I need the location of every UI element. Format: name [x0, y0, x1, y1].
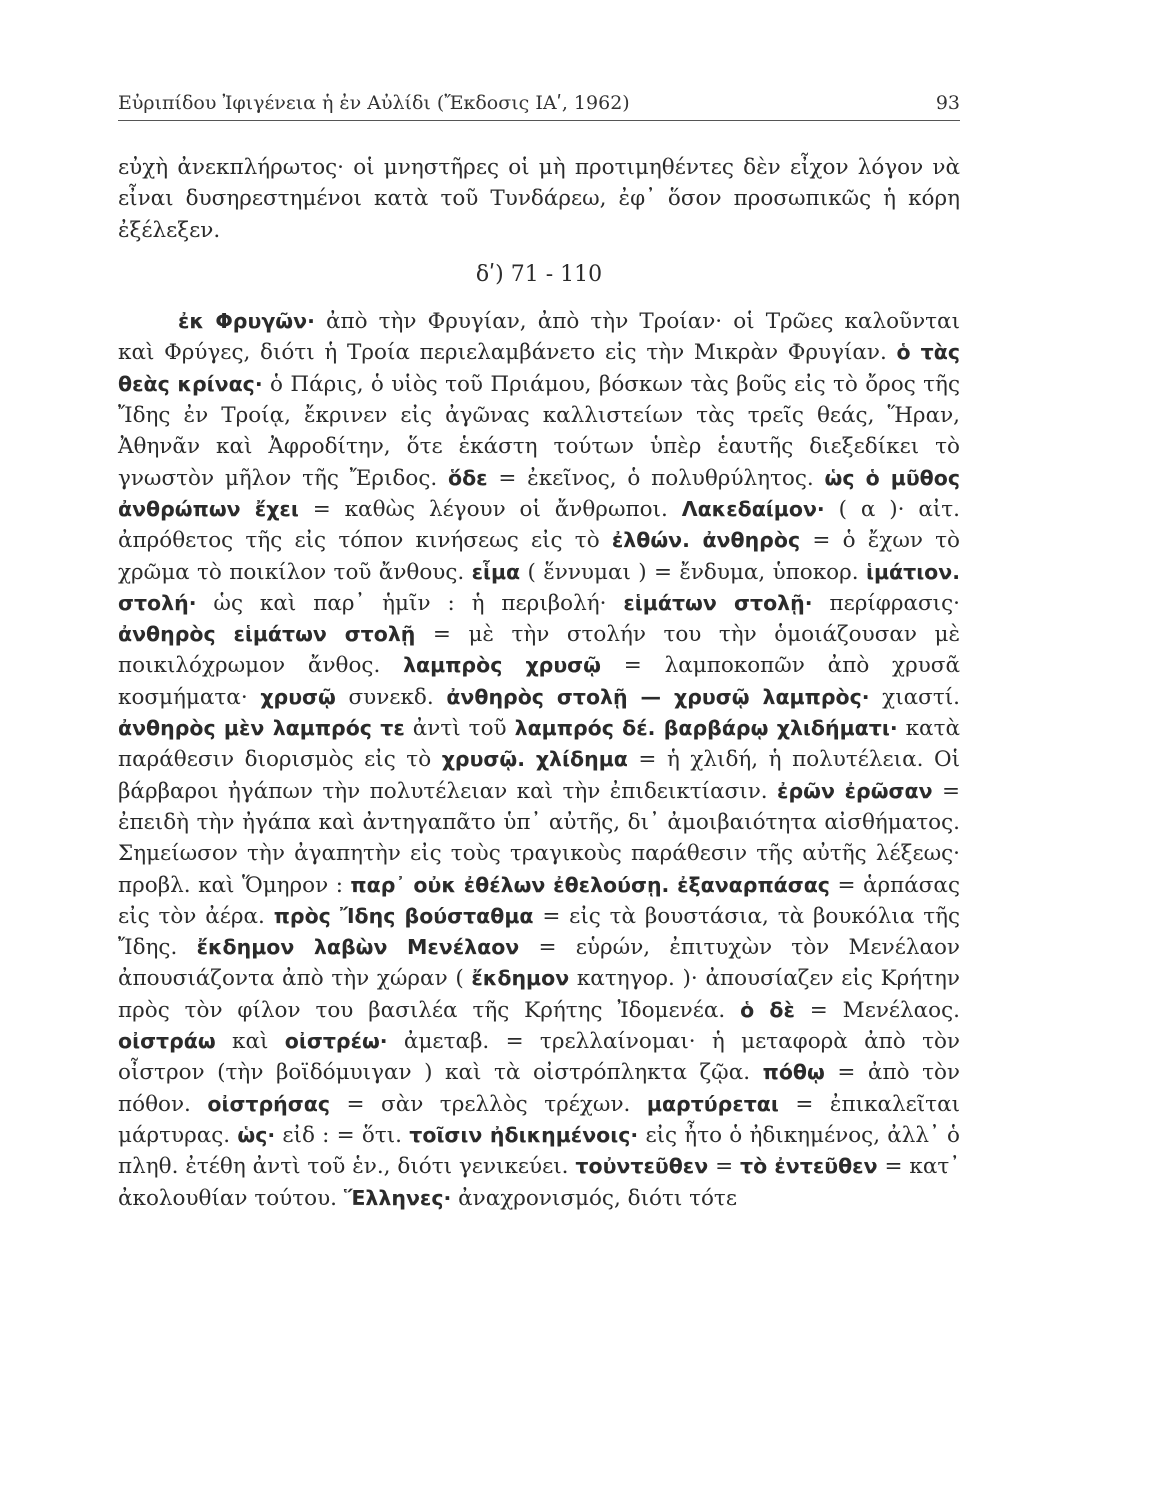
commentary-text: κατηγορ. )· ἀπουσίαζεν εἰς Κρήτην πρὸς τὸν φίλον του βασιλέα τῆς Κρήτης Ἰδομενέα.: [118, 966, 960, 1023]
commentary-text: εἰδ : = ὅτι.: [275, 1122, 410, 1148]
commentary-text: = ἁρπάσας εἰς τὸν ἀέρα.: [118, 872, 960, 929]
lemma: οἰστράω: [118, 1029, 216, 1054]
lemma: εἷμα: [471, 559, 521, 584]
lemma: τοὐντεῦθεν: [575, 1154, 709, 1179]
page-number: 93: [935, 92, 960, 114]
lemma: πόθῳ: [762, 1060, 825, 1085]
lemma: ὁ δὲ: [740, 997, 795, 1022]
running-title: Εὐριπίδου Ἰφιγένεια ἡ ἐν Αὐλίδι (Ἔκδοσις ΙΑʹ, 1962): [118, 92, 630, 114]
commentary-text: = Μενέλαος.: [794, 997, 961, 1023]
lemma: λαμπρός δέ. βαρβάρῳ χλιδήματι·: [514, 716, 898, 741]
lemma: ἱμάτιον. στολή·: [118, 559, 961, 615]
lemma: εἱμάτων στολῇ·: [623, 590, 813, 615]
commentary-text: συνεκδ.: [335, 684, 447, 710]
commentary-text: = ἀπὸ τὸν πόθον.: [118, 1060, 960, 1117]
commentary-text: = ἐκεῖνος, ὁ πολυθρύλητος.: [487, 465, 825, 491]
commentary-text: κατὰ παράθεσιν διορισμὸς εἰς τὸ: [118, 716, 960, 773]
lemma: ὡς ὁ μῦθος ἀνθρώπων ἔχει: [118, 465, 960, 521]
lemma: λαμπρὸς χρυσῷ: [403, 653, 601, 678]
lemma: ἀνθηρὸς μὲν λαμπρός τε: [118, 716, 405, 741]
commentary-text: ἀμεταβ. = τρελλαίνομαι· ἡ μεταφορὰ ἀπὸ τὸν οἶστρον (τὴν βοϊδόμυιγαν ) καὶ τὰ οἰστρόπληκτα ζῷα.: [118, 1029, 960, 1086]
commentary-text: ὁ Πάρις, ὁ υἱὸς τοῦ Πριάμου, βόσκων τὰς βοῦς εἰς τὸ ὄρος τῆς Ἴδης ἐν Τροίᾳ, ἔκρινεν εἰς ἀγῶνας καλλιστείων τὰς τρεῖς θεάς, Ἥραν, Ἀθηνᾶν καὶ Ἀφροδίτην, ὅτε ἑκάστη τούτων ὑπὲρ ἑαυτῆς διεξεδίκει τὸ γνωστὸν μῆλον τῆς Ἔριδος.: [118, 371, 960, 491]
commentary-text: = μὲ τὴν στολήν του τὴν ὁμοιάζουσαν μὲ ποικιλόχρωμον ἄνθος.: [118, 622, 960, 679]
lemma: ὅδε: [447, 465, 488, 490]
lemma: ὁ τὰς θεὰς κρίνας·: [118, 340, 960, 396]
lemma: ἀνθηρὸς εἱμάτων στολῇ: [118, 622, 416, 647]
lemma: τοῖσιν ἠδικημένοις·: [409, 1122, 639, 1147]
commentary-text: = εἰς τὰ βουστάσια, τὰ βουκόλια τῆς Ἴδης.: [118, 903, 961, 961]
commentary-text: εἰς ἦτο ὁ ἠδικημένος, ἀλλ᾽ ὁ πληθ. ἐτέθη ἀντὶ τοῦ ἑν., διότι γενικεύει.: [118, 1122, 961, 1180]
commentary-text: = λαμποκοπῶν ἀπὸ χρυσᾶ κοσμήματα·: [118, 653, 960, 710]
lemma: χρυσῷ. χλίδημα: [441, 747, 628, 772]
intro-paragraph: εὐχὴ ἀνεκπλήρωτος· οἱ μνηστῆρες οἱ μὴ προτιμηθέντες δὲν εἶχον λόγον νὰ εἶναι δυσηρεστημένοι κατὰ τοῦ Τυνδάρεω, ἐφ᾽ ὅσον προσωπικῶς ἡ κόρη ἐξέλεξεν.: [118, 155, 960, 243]
commentary-text: ἀντὶ τοῦ: [404, 716, 515, 742]
commentary-text: ( ἕννυμαι ) = ἔνδυμα, ὑποκορ.: [520, 559, 866, 585]
page-body: [118, 152, 960, 1214]
commentary-text: = ἐπικαλεῖται μάρτυρας.: [118, 1091, 961, 1148]
lemma: ἐρῶν ἐρῶσαν: [777, 778, 933, 803]
commentary-text: = εὑρών, ἐπιτυχὼν τὸν Μενέλαον ἀπουσιάζοντα ἀπὸ τὴν χώραν (: [118, 935, 960, 992]
commentary-text: = ἐπειδὴ τὴν ἠγάπα καὶ ἀντηγαπᾶτο ὑπ᾽ αὐτῆς, δι᾽ ἀμοιβαιότητα αἰσθήματος. Σημείωσον τὴν ἀγαπητὴν εἰς τοὺς τραγικοὺς παράθεσιν τῆς αὐτῆς λέξεως· προβλ. καὶ Ὅμηρον :: [118, 778, 960, 898]
lemma: Λακεδαίμον·: [681, 496, 825, 521]
lemma: πρὸς Ἴδης βούσταθμα: [273, 903, 534, 928]
lemma: μαρτύρεται: [646, 1091, 779, 1116]
commentary-text: = κατ᾽ ἀκολουθίαν τούτου.: [118, 1154, 960, 1211]
commentary-text: ( α )· αἰτ. ἀπρόθετος τῆς εἰς τόπον κινήσεως εἰς τὸ: [118, 496, 961, 554]
lemma: χρυσῷ: [260, 684, 336, 709]
lemma: ἐλθών. ἀνθηρὸς: [611, 528, 801, 553]
lemma: ἀνθηρὸς στολῇ — χρυσῷ λαμπρὸς·: [446, 684, 870, 709]
commentary-text: περίφρασις·: [812, 590, 960, 616]
commentary-paragraph: [118, 306, 960, 1214]
commentary-text: = καθὼς λέγουν οἱ ἄνθρωποι.: [298, 496, 682, 522]
lemma: οἰστρήσας: [207, 1091, 330, 1116]
lemma: ὡς·: [237, 1122, 276, 1147]
commentary-text: ἀπὸ τὴν Φρυγίαν, ἀπὸ τὴν Τροίαν· οἱ Τρῶες καλοῦνται καὶ Φρύγες, διότι ἡ Τροία περιελαμβάνετο εἰς τὴν Μικρὰν Φρυγίαν.: [118, 309, 960, 366]
lemma: τὸ ἐντεῦθεν: [740, 1154, 878, 1179]
lemma: οἰστρέω·: [284, 1029, 388, 1054]
commentary-text: καὶ: [215, 1029, 285, 1055]
lemma: ἔκδημον λαβὼν Μενέλαον: [196, 935, 520, 960]
commentary-text: = σὰν τρελλὸς τρέχων.: [329, 1091, 647, 1117]
commentary-text: χιαστί.: [869, 684, 960, 710]
commentary-text: ὡς καὶ παρ᾽ ἡμῖν : ἡ περιβολή·: [196, 590, 624, 616]
lemma: ἔκδημον: [471, 966, 570, 991]
commentary-text: = ἡ χλιδή, ἡ πολυτέλεια. Οἱ βάρβαροι ἠγάπων τὴν πολυτέλειαν καὶ τὴν ἐπιδεικτίασιν.: [118, 747, 961, 804]
commentary-text: =: [708, 1154, 741, 1180]
running-header: [118, 88, 960, 121]
lemma: ἐκ Φρυγῶν·: [178, 309, 315, 334]
commentary-text: ἀναχρονισμός, διότι τότε: [451, 1185, 737, 1211]
section-heading: δʹ) 71 - 110: [475, 261, 603, 287]
lemma: Ἕλληνες·: [343, 1185, 452, 1210]
lemma: παρ᾽ οὐκ ἐθέλων ἐθελούσῃ. ἐξαναρπάσας: [350, 872, 830, 897]
commentary-text: = ὁ ἔχων τὸ χρῶμα τὸ ποικίλον τοῦ ἄνθους.: [118, 528, 960, 585]
